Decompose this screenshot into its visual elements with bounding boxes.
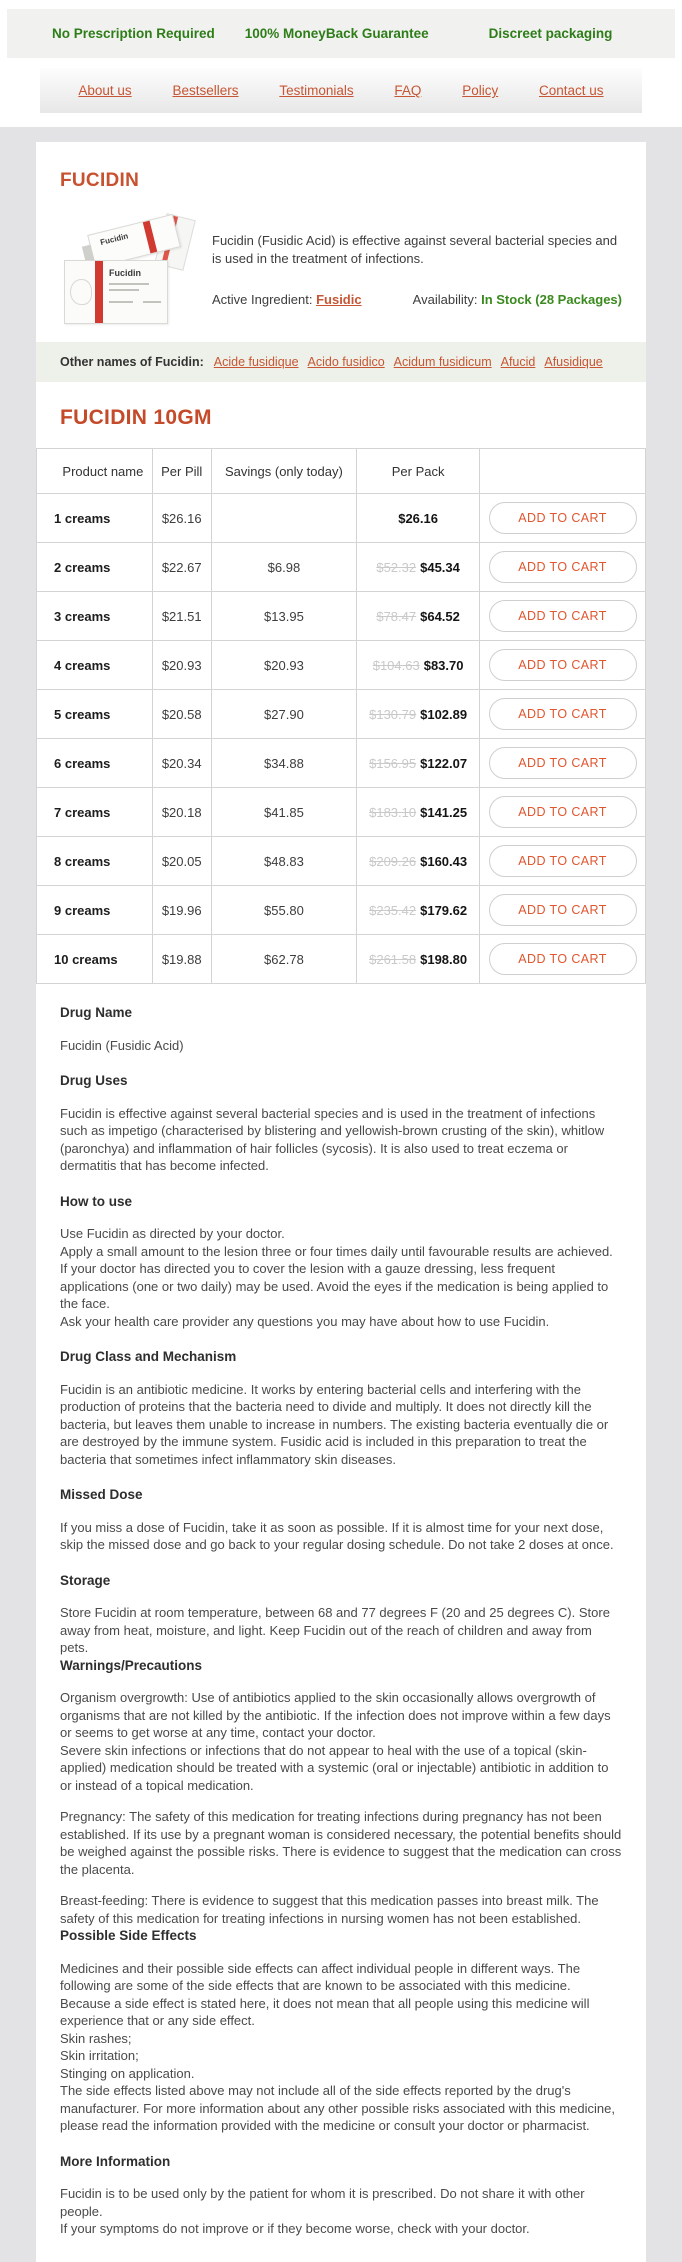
pack-price: $102.89 — [420, 706, 468, 722]
per-pack-cell — [357, 592, 480, 641]
old-price: $209.26 — [369, 853, 417, 869]
savings-cell: $13.95 — [211, 592, 357, 641]
text-line: Ask your health care provider any questions you may have about how to use Fucidin. — [60, 1313, 550, 1329]
text-line: Severe skin infections or infections that do not appear to heal with the use of a topical (skin-applied) medication should be treated with a systemic (oral or injectable) antibiotic in addition to or instead of a topical medication. — [60, 1742, 609, 1793]
text-line: If you miss a dose of Fucidin, take it as soon as possible. If it is almost time for your next dose, skip the missed dose and go back to your regular dosing schedule. Do not take 2 doses at once. — [60, 1519, 614, 1552]
tube-brand-label: Fucidin — [99, 231, 130, 248]
pack-price: $83.70 — [423, 657, 464, 673]
active-ingredient-label: Active Ingredient: — [212, 292, 313, 307]
product-name-cell: 4 creams — [37, 641, 153, 690]
per-pack-cell — [357, 935, 480, 984]
box-text-line — [109, 283, 149, 285]
per-pill-cell: $20.58 — [152, 690, 211, 739]
text-line: Fucidin is an antibiotic medicine. It works by entering bacterial cells and interfering with the production of proteins that the bacteria need to divide and multiply. It does not directly kill the bacteria, but leaves them unable to increase in numbers. The existing bacteria eventually die or are destroyed by the immune system. Fusidic acid is included in this preparation to treat the bacteria that sometimes infect inflammatory skin diseases. — [60, 1381, 609, 1467]
add-to-cart-button[interactable]: ADD TO CART — [489, 698, 637, 730]
actions-cell — [480, 494, 646, 543]
per-pill-cell: $20.18 — [152, 788, 211, 837]
text-line: Fucidin (Fusidic Acid) — [60, 1037, 184, 1053]
section-paragraph — [60, 1892, 622, 1927]
savings-cell: $34.88 — [211, 739, 357, 788]
actions-cell — [480, 690, 646, 739]
text-line: Apply a small amount to the lesion three or four times daily until favourable results are achieved. If your doctor has directed you to cover the lesion with a gauze dressing, less frequent applications (one or two daily) may be used. Avoid the eyes if the medication is being applied to the face. — [60, 1243, 613, 1311]
product-summary — [60, 214, 622, 326]
pack-price: $160.43 — [420, 853, 468, 869]
per-pill-cell: $20.34 — [152, 739, 211, 788]
savings-cell: $41.85 — [211, 788, 357, 837]
nav-link-bestsellers[interactable]: Bestsellers — [172, 83, 239, 98]
old-price: $183.10 — [369, 804, 417, 820]
add-to-cart-button[interactable]: ADD TO CART — [489, 747, 637, 779]
add-to-cart-button[interactable]: ADD TO CART — [489, 551, 637, 583]
section-paragraph — [60, 1225, 622, 1330]
add-to-cart-button[interactable]: ADD TO CART — [489, 649, 637, 681]
section-heading: Drug Name — [60, 1005, 133, 1020]
box-stripe — [95, 261, 103, 323]
main-content — [36, 142, 646, 2262]
nav-link-contact-us[interactable]: Contact us — [539, 83, 604, 98]
section-heading: How to use — [60, 1193, 133, 1209]
active-ingredient-link[interactable]: Fusidic — [316, 292, 362, 307]
promo-bar — [7, 9, 675, 58]
text-line: The side effects listed above may not include all of the side effects reported by the drug's manufacturer. For more information about any other possible risks associated with this medicine, please read the information provided with the medicine or consult your doctor or pharmacist. — [60, 2083, 615, 2133]
old-price: $78.47 — [376, 608, 417, 624]
box-text-line — [143, 301, 161, 303]
add-to-cart-button[interactable]: ADD TO CART — [489, 943, 637, 975]
actions-cell — [480, 592, 646, 641]
product-name-cell: 7 creams — [37, 788, 153, 837]
per-pack-cell — [357, 641, 480, 690]
per-pack-cell — [357, 690, 480, 739]
text-line: Medicines and their possible side effects can affect individual people in different ways. The following are some of the side effects that are known to be associated with this medicine. Because a side effect is stated here, it does not mean that all people using this medicine will experience that or any side effect. — [60, 1960, 590, 2028]
actions-cell — [480, 886, 646, 935]
table-row — [37, 788, 646, 837]
pack-price: $198.80 — [420, 951, 468, 967]
tube-stripe — [143, 221, 158, 254]
pricing-table-header — [37, 449, 646, 494]
add-to-cart-button[interactable]: ADD TO CART — [489, 600, 637, 632]
product-image — [60, 214, 192, 326]
section-paragraph — [60, 1037, 622, 1055]
add-to-cart-button[interactable]: ADD TO CART — [489, 894, 637, 926]
actions-cell — [480, 935, 646, 984]
per-pack-cell — [357, 837, 480, 886]
section-paragraph — [60, 2185, 622, 2238]
text-line: Skin irritation; — [60, 2048, 139, 2063]
old-price: $156.95 — [369, 755, 417, 771]
savings-cell: $48.83 — [211, 837, 357, 886]
savings-cell: $6.98 — [211, 543, 357, 592]
product-name-cell: 2 creams — [37, 543, 153, 592]
main-navigation — [40, 68, 642, 113]
per-pill-cell: $22.67 — [152, 543, 211, 592]
other-names-links — [214, 355, 612, 369]
other-names-strip — [36, 342, 646, 382]
section-heading: Storage — [60, 1572, 111, 1588]
add-to-cart-button[interactable]: ADD TO CART — [489, 845, 637, 877]
drug-information — [36, 1004, 646, 2238]
table-row — [37, 494, 646, 543]
per-pack-cell — [357, 494, 480, 543]
savings-cell: $27.90 — [211, 690, 357, 739]
pack-price: $141.25 — [420, 804, 468, 820]
table-row — [37, 641, 646, 690]
section-paragraph — [60, 1519, 622, 1554]
per-pill-cell: $20.93 — [152, 641, 211, 690]
old-price: $130.79 — [369, 706, 417, 722]
availability — [413, 292, 622, 307]
column-header-pack: Per Pack — [357, 449, 480, 494]
table-row — [37, 592, 646, 641]
product-box — [64, 260, 168, 324]
text-line: If your symptoms do not improve or if they become worse, check with your doctor. — [60, 2221, 530, 2236]
product-name-cell: 3 creams — [37, 592, 153, 641]
per-pill-cell: $19.88 — [152, 935, 211, 984]
promo-item-1: No Prescription Required — [52, 26, 215, 41]
savings-cell: $62.78 — [211, 935, 357, 984]
nav-link-policy[interactable]: Policy — [462, 83, 499, 98]
nav-link-faq[interactable]: FAQ — [394, 83, 422, 98]
nav-link-about-us[interactable]: About us — [78, 83, 132, 98]
section-heading: Missed Dose — [60, 1487, 143, 1502]
box-text-line — [109, 289, 139, 291]
pack-price: $64.52 — [420, 608, 460, 624]
column-header-actions — [480, 449, 646, 494]
table-row — [37, 690, 646, 739]
column-header-savings: Savings (only today) — [211, 449, 357, 494]
savings-cell — [211, 494, 357, 543]
table-row — [37, 935, 646, 984]
table-row — [37, 886, 646, 935]
product-name-cell: 9 creams — [37, 886, 153, 935]
savings-cell: $20.93 — [211, 641, 357, 690]
old-price: $235.42 — [369, 902, 417, 918]
text-line: Organism overgrowth: Use of antibiotics applied to the skin occasionally allows overgrowth of organisms that are not killed by the antibiotic. If the infection does not improve within a few days or seems to get worse at any time, contact your doctor. — [60, 1690, 611, 1740]
per-pack-cell — [357, 543, 480, 592]
savings-cell: $55.80 — [211, 886, 357, 935]
pricing-table — [36, 448, 646, 984]
section-paragraph — [60, 1604, 622, 1657]
per-pack-cell — [357, 886, 480, 935]
section-paragraph — [60, 1381, 622, 1469]
section-heading: Drug Class and Mechanism — [60, 1349, 237, 1364]
product-name-cell: 8 creams — [37, 837, 153, 886]
product-description: Fucidin (Fusidic Acid) is effective against several bacterial species and is used in the treatment of infections. — [212, 233, 618, 266]
per-pack-cell — [357, 739, 480, 788]
other-name-link[interactable]: Acide fusidique — [213, 355, 299, 369]
per-pill-cell: $19.96 — [152, 886, 211, 935]
page-title: FUCIDIN — [60, 170, 140, 191]
product-name-cell: 10 creams — [37, 935, 153, 984]
availability-status: In Stock (28 Packages) — [481, 292, 622, 307]
other-name-link[interactable]: Afusidique — [544, 355, 603, 369]
per-pill-cell: $20.05 — [152, 837, 211, 886]
section-heading: Possible Side Effects — [60, 1928, 197, 1943]
text-line: Breast-feeding: There is evidence to suggest that this medication passes into breast milk. The safety of this medication for treating infections in nursing women has not been established. — [60, 1893, 599, 1926]
active-ingredient — [212, 292, 362, 307]
text-line: Stinging on application. — [60, 2065, 195, 2081]
text-line: Use Fucidin as directed by your doctor. — [60, 1226, 285, 1241]
pricing-title: FUCIDIN 10GM — [60, 406, 212, 429]
actions-cell — [480, 543, 646, 592]
section-paragraph — [60, 1960, 622, 2135]
promo-item-2: 100% MoneyBack Guarantee — [244, 26, 429, 41]
other-names-label: Other names of Fucidin: — [60, 355, 204, 369]
text-line: Pregnancy: The safety of this medication for treating infections during pregnancy has not been established. If its use by a pregnant woman is considered necessary, the potential benefits should be weighed against the possible risks. There is evidence to suggest that the medication can cross the placenta. — [60, 1809, 622, 1877]
old-price: $261.58 — [369, 951, 417, 967]
product-name-cell: 5 creams — [37, 690, 153, 739]
add-to-cart-button[interactable]: ADD TO CART — [489, 502, 637, 534]
box-text-line — [109, 301, 133, 303]
nav-link-testimonials[interactable]: Testimonials — [279, 83, 354, 98]
text-line: Fucidin is effective against several bacterial species and is used in the treatment of infections such as impetigo (characterised by blistering and yellowish-brown crusting of the skin), whitlow (paronchya) and inflammation of hair follicles (sycosis). It is also used to treat eczema or dermatitis that has become infected. — [60, 1105, 605, 1173]
actions-cell — [480, 788, 646, 837]
old-price: $104.63 — [372, 657, 420, 673]
section-paragraph — [60, 1808, 622, 1878]
promo-item-3: Discreet packaging — [488, 26, 613, 41]
section-heading: More Information — [60, 2153, 171, 2169]
section-heading: Drug Uses — [60, 1073, 128, 1088]
text-line: Fucidin is to be used only by the patient for whom it is prescribed. Do not share it with other people. — [60, 2186, 585, 2219]
product-name-cell: 1 creams — [37, 494, 153, 543]
header-area — [0, 0, 682, 127]
other-name-link[interactable]: Acido fusidico — [307, 355, 385, 369]
add-to-cart-button[interactable]: ADD TO CART — [489, 796, 637, 828]
section-heading: Warnings/Precautions — [60, 1657, 203, 1673]
table-row — [37, 543, 646, 592]
actions-cell — [480, 641, 646, 690]
per-pill-cell: $26.16 — [152, 494, 211, 543]
section-paragraph — [60, 1105, 622, 1175]
column-header-name: Product name — [37, 449, 153, 494]
product-name-cell: 6 creams — [37, 739, 153, 788]
other-name-link[interactable]: Acidum fusidicum — [393, 355, 492, 369]
other-name-link[interactable]: Afucid — [500, 355, 536, 369]
old-price: $52.32 — [376, 559, 417, 575]
pack-price: $122.07 — [420, 755, 468, 771]
pack-price: $45.34 — [420, 559, 460, 575]
box-brand-label: Fucidin — [109, 268, 141, 278]
actions-cell — [480, 837, 646, 886]
product-text — [192, 214, 622, 326]
section-paragraph — [60, 1689, 622, 1794]
text-line: Skin rashes; — [60, 2030, 132, 2046]
per-pill-cell: $21.51 — [152, 592, 211, 641]
pack-price: $26.16 — [398, 510, 438, 526]
box-dog-art — [70, 279, 92, 305]
actions-cell — [480, 739, 646, 788]
table-row — [37, 837, 646, 886]
per-pack-cell — [357, 788, 480, 837]
table-row — [37, 739, 646, 788]
ingredient-availability-row — [212, 292, 622, 307]
pack-price: $179.62 — [420, 902, 468, 918]
text-line: Store Fucidin at room temperature, between 68 and 77 degrees F (20 and 25 degrees C). Store away from heat, moisture, and light. Keep Fucidin out of the reach of children and away from pets. — [60, 1605, 610, 1655]
availability-label: Availability: — [412, 292, 478, 307]
column-header-pill: Per Pill — [152, 449, 211, 494]
